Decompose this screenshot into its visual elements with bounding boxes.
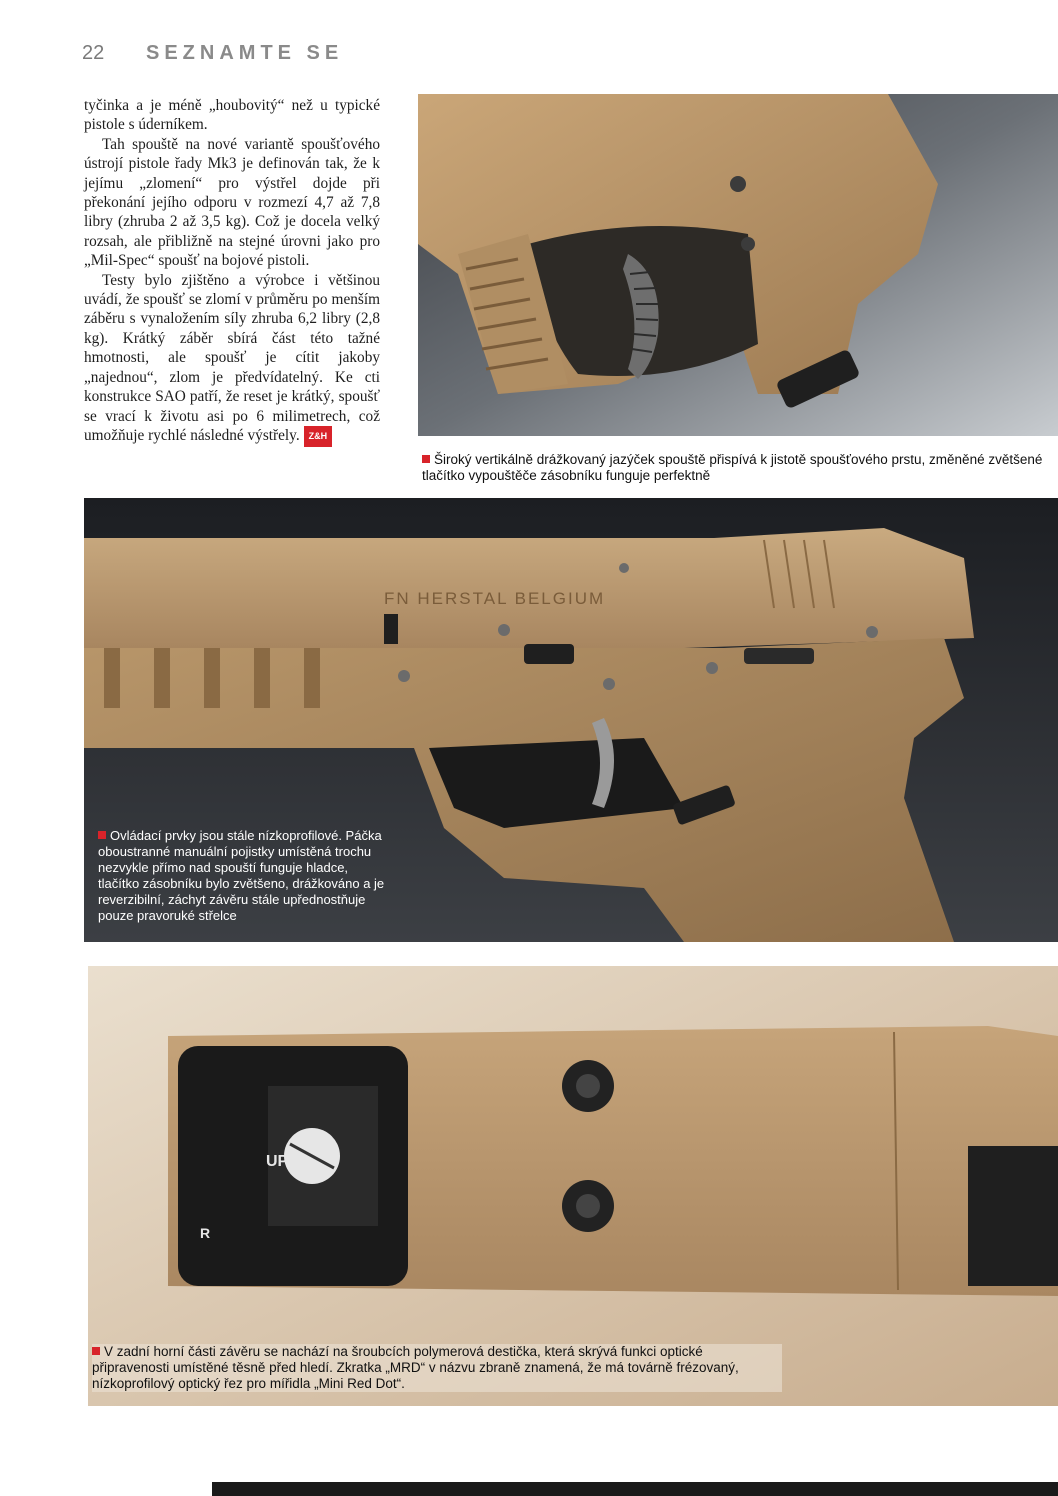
caption-bullet: [92, 1347, 100, 1355]
slide-rear-illustration: [88, 966, 1058, 1406]
page-number: 22: [82, 42, 105, 64]
caption-text: Široký vertikálně drážkovaný jazýček spouště přispívá k jistotě spoušťového prstu, změněné zvětšené tlačítko vypouštěče zásobníku funguje perfektně: [422, 452, 1043, 483]
article-paragraph: Tah spouště na nové variantě spoušťového ústrojí pistole řady Mk3 je definován tak, že k jejímu „zlomení“ pro výstřel dojde při překonání jejího odporu v rozmezí 4,7 až 7,8 libry (zhruba 2 až 3,5 kg). Což je docela velký rozsah, ale přibližně na stejné úrovni jako pro „Mil-Spec“ spoušť na bojové pistoli.: [84, 135, 380, 270]
section-title: SEZNAMTE SE: [146, 42, 344, 64]
article-paragraph: [84, 271, 380, 448]
trigger-closeup-illustration: [418, 94, 1058, 436]
article-text: [84, 96, 380, 447]
slide-rear-caption: [92, 1344, 782, 1392]
pistol-side-caption: [94, 826, 392, 926]
article-paragraph: tyčinka a je méně „houbovitý“ než u typické pistole s úderníkem.: [84, 97, 380, 134]
slide-rear-photo: [88, 966, 1058, 1406]
trigger-closeup-photo: [418, 94, 1058, 436]
article-paragraph-text: Testy bylo zjištěno a výrobce i většinou uvádí, že spoušť se zlomí v průměru po menším záběru s vynaložením síly zhruba 6,2 libry (2,8 kg). Krátký záběr sbírá část této tažné hmotnosti, ale spoušť je cítit jakoby „najednou“, zlom je předvídatelný. Ke cti konstrukce SAO patří, že reset je krátký, spoušť se vrací k životu asi po 6 milimetrech, což umožňuje rychlé následné výstřely.: [84, 271, 380, 445]
trigger-closeup-caption: [422, 452, 1044, 484]
caption-text: Ovládací prvky jsou stále nízkoprofilové. Páčka oboustranné manuální pojistky umístěná trochu nezvykle přímo nad spouští funguje hladce, tlačítko zásobníku bylo zvětšeno, drážkováno a je reverzibilní, záchyt závěru stále upřednostňuje pouze pravoruké střelce: [98, 828, 385, 923]
bottom-decorative-bar: [212, 1482, 1058, 1496]
author-badge: Z&H: [304, 426, 333, 447]
caption-text: V zadní horní části závěru se nachází na šroubcích polymerová destička, která skrývá funkci optické připravenosti umístěné těsně před hledí. Zkratka „MRD“ v názvu zbraně znamená, že má továrně frézovaný, nízkoprofilový optický řez pro mířidla „Mini Red Dot“.: [92, 1344, 739, 1391]
sight-r-mark: R: [200, 1225, 211, 1241]
frame-engraving: FN HERSTAL BELGIUM: [384, 589, 606, 608]
sight-up-mark: UP: [266, 1153, 289, 1170]
caption-bullet: [422, 455, 430, 463]
caption-bullet: [98, 831, 106, 839]
